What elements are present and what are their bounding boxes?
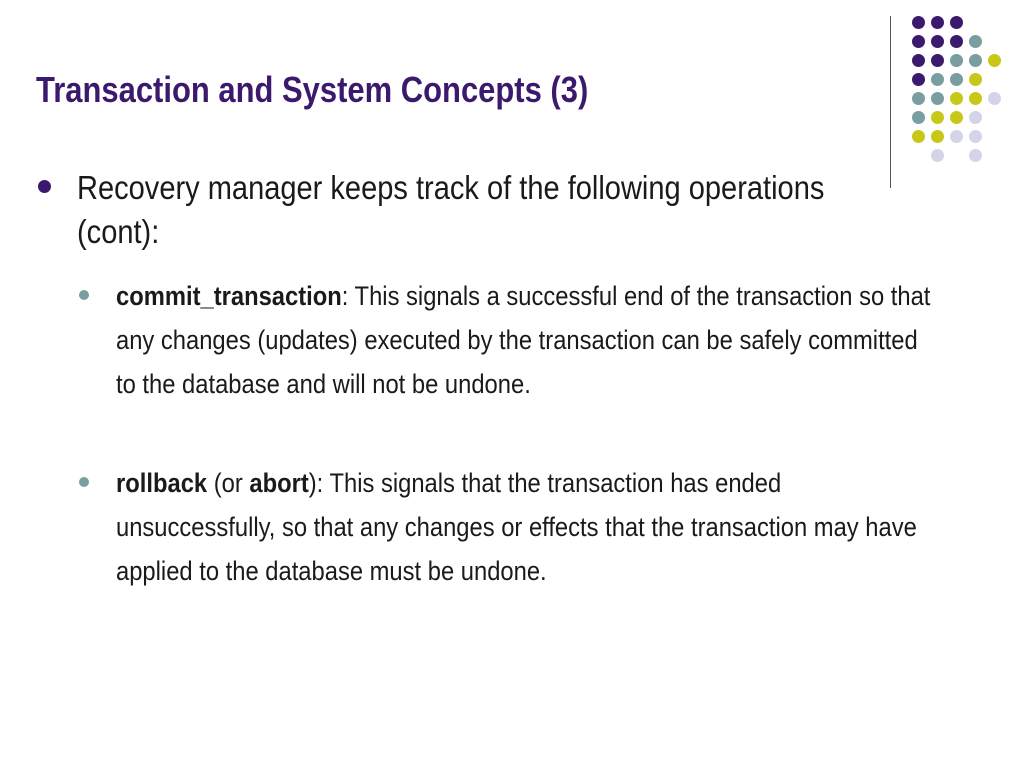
decor-dot <box>931 35 944 48</box>
decor-dot <box>950 92 963 105</box>
decor-dot <box>969 54 982 67</box>
decor-dot <box>931 92 944 105</box>
rollback-description: ): This signals that the transaction has ended unsuccessfully, so that any changes or effects that the transaction may have applied to the database must be undone. <box>116 468 917 586</box>
decor-dot <box>969 130 982 143</box>
sub-bullet-rollback <box>116 461 939 593</box>
main-bullet-text: Recovery manager keeps track of the following operations (cont): <box>77 169 825 250</box>
decor-dot <box>969 35 982 48</box>
decor-dot <box>931 130 944 143</box>
decor-dot <box>988 54 1001 67</box>
rollback-or-text: (or <box>207 468 250 498</box>
decor-dot <box>931 149 944 162</box>
sub-bullet-commit <box>116 274 939 406</box>
decor-dot <box>912 35 925 48</box>
decor-dot <box>912 54 925 67</box>
decor-dot <box>912 16 925 29</box>
decor-dot <box>969 73 982 86</box>
sub-bullet-marker <box>79 477 89 487</box>
decor-dot <box>969 149 982 162</box>
decor-dot <box>969 92 982 105</box>
decor-dot <box>950 130 963 143</box>
decor-dot <box>931 54 944 67</box>
commit-description: : This signals a successful end of the transaction so that any changes (updates) executed by the transaction can be safely committed to the database and will not be undone. <box>116 281 931 399</box>
decor-dot <box>912 73 925 86</box>
decor-dot <box>931 16 944 29</box>
slide-title: Transaction and System Concepts (3) <box>36 69 589 110</box>
term-commit-transaction: commit_transaction <box>116 281 342 311</box>
decor-dot <box>912 92 925 105</box>
decor-dot <box>950 35 963 48</box>
main-bullet-marker <box>38 180 51 193</box>
decor-dot <box>969 111 982 124</box>
decor-dot <box>912 111 925 124</box>
decor-dot <box>988 92 1001 105</box>
decor-dot <box>912 130 925 143</box>
header-divider-line <box>890 16 891 188</box>
decor-dot <box>950 73 963 86</box>
sub-bullet-marker <box>79 290 89 300</box>
decor-dot <box>931 73 944 86</box>
decor-dot <box>950 16 963 29</box>
term-rollback: rollback <box>116 468 208 498</box>
decor-dot <box>950 111 963 124</box>
term-abort: abort <box>249 468 309 498</box>
decor-dot <box>950 54 963 67</box>
decor-dot <box>931 111 944 124</box>
